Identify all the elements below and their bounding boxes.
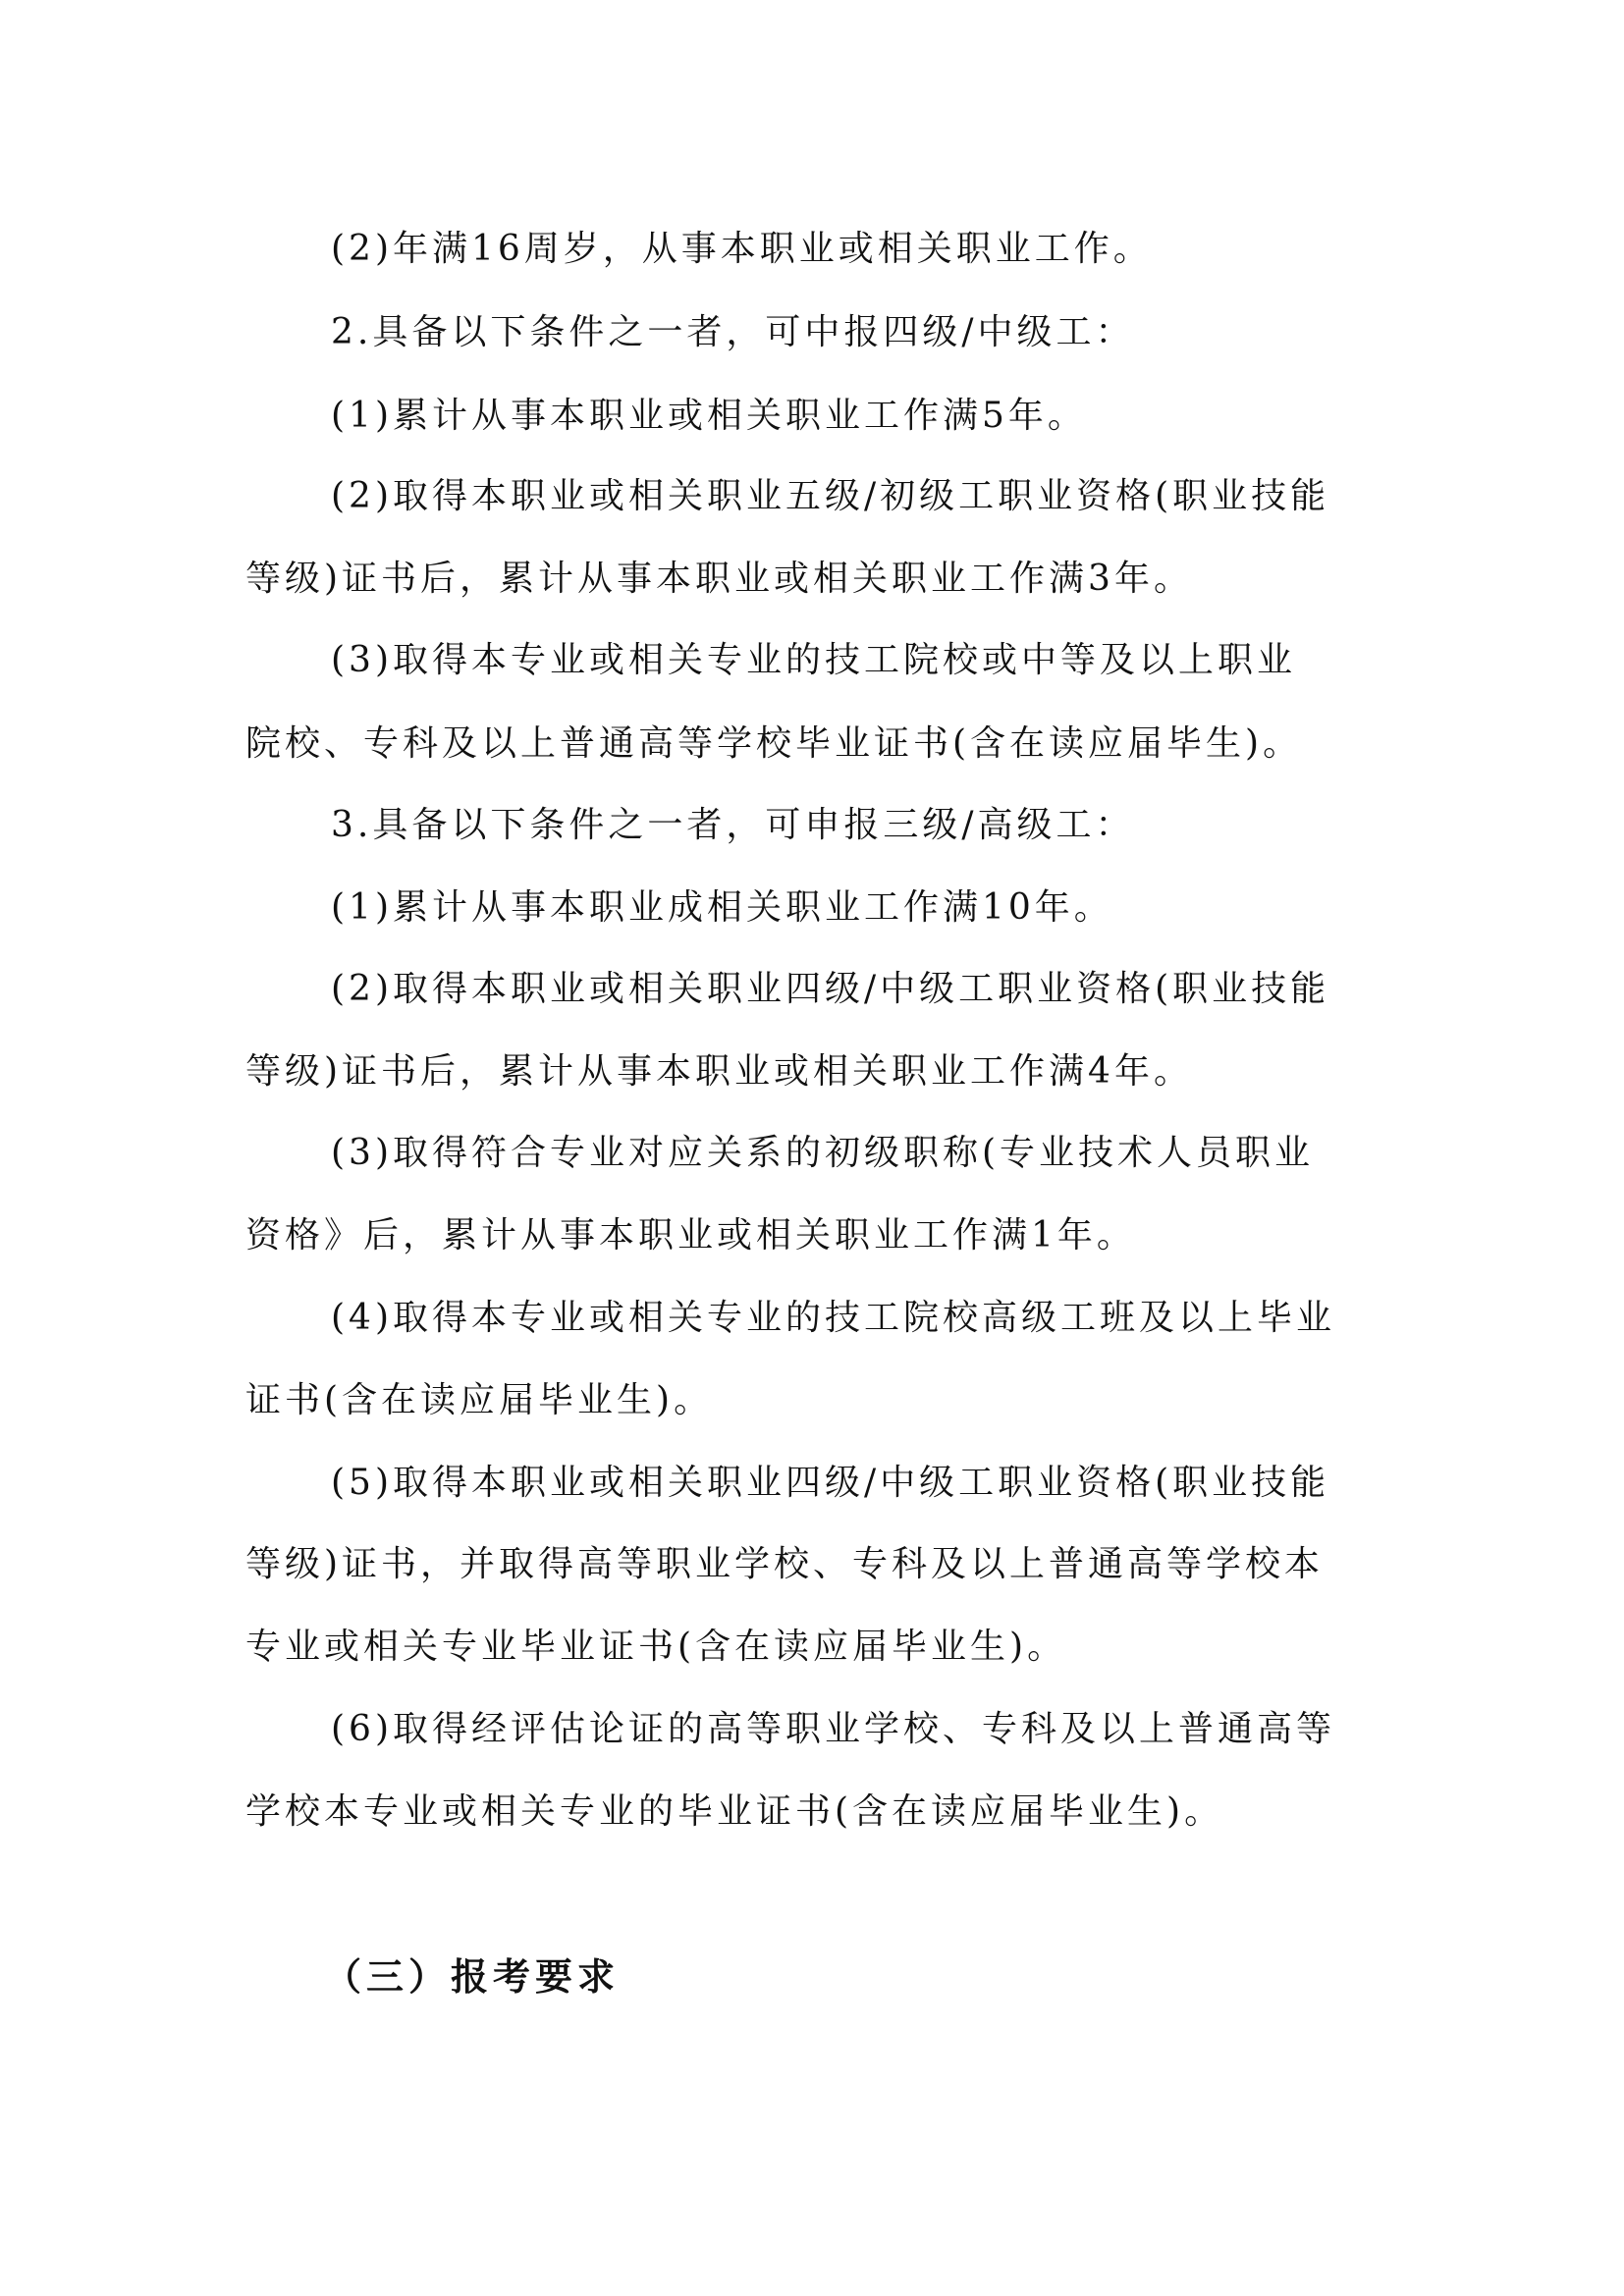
paragraph-line: 2.具备以下条件之一者，可中报四级/中级工： [331,312,1135,352]
paragraph-line: 院校、专科及以上普通高等学校毕业证书(含在读应届毕生)。 [245,723,1303,764]
paragraph-line: 专业或相关专业毕业证书(含在读应届毕业生)。 [245,1627,1067,1667]
paragraph-line: 资格》后，累计从事本职业或相关职业工作满1年。 [245,1215,1136,1255]
paragraph-line: (2)取得本职业或相关职业五级/初级工职业资格(职业技能 [331,476,1330,516]
paragraph-line: 证书(含在读应届毕业生)。 [245,1380,714,1420]
paragraph-line: (3)取得符合专业对应关系的初级职称(专业技术人员职业 [331,1133,1315,1173]
paragraph-line: (2)年满16周岁，从事本职业或相关职业工作。 [331,229,1153,269]
paragraph-line: (3)取得本专业或相关专业的技工院校或中等及以上职业 [331,640,1296,680]
paragraph-line: 等级)证书后，累计从事本职业或相关职业工作满3年。 [245,559,1193,599]
paragraph-line: 等级)证书，并取得高等职业学校、专科及以上普通高等学校本 [245,1544,1325,1584]
paragraph-line: 学校本专业或相关专业的毕业证书(含在读应届毕业生)。 [245,1791,1224,1832]
paragraph-line: (4)取得本专业或相关专业的技工院校高级工班及以上毕业 [331,1298,1335,1338]
paragraph-line: (6)取得经评估论证的高等职业学校、专科及以上普通高等 [331,1709,1335,1749]
paragraph-line: (2)取得本职业或相关职业四级/中级工职业资格(职业技能 [331,969,1330,1009]
paragraph-line: (1)累计从事本职业或相关职业工作满5年。 [331,396,1087,436]
section-heading: （三）报考要求 [324,1954,621,1999]
paragraph-line: 3.具备以下条件之一者，可申报三级/高级工： [331,805,1135,845]
paragraph-line: (1)累计从事本职业成相关职业工作满10年。 [331,887,1113,928]
paragraph-line: (5)取得本职业或相关职业四级/中级工职业资格(职业技能 [331,1463,1330,1503]
paragraph-line: 等级)证书后，累计从事本职业或相关职业工作满4年。 [245,1051,1193,1092]
